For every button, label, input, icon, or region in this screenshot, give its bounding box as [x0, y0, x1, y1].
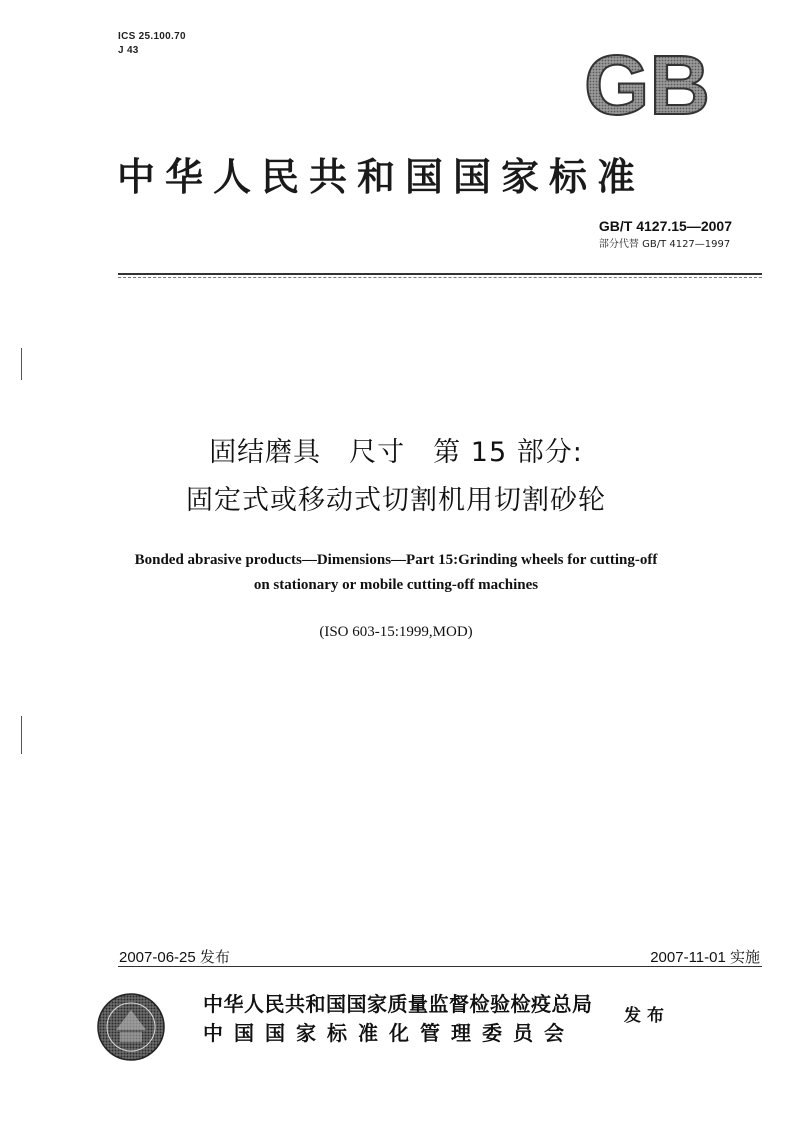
gb-logo-text: GB	[584, 44, 710, 122]
publish-label: 发布	[624, 1006, 670, 1026]
national-standard-heading: 中华人民共和国国家标准	[117, 155, 646, 199]
issuer-aqsiq: 中华人民共和国国家质量监督检验检疫总局	[203, 992, 593, 1016]
standard-code: GB/T 4127.15—2007	[598, 218, 732, 234]
chinese-title-line1: 固结磨具 尺寸 第 15 部分:	[209, 437, 583, 468]
issue-date: 2007-06-25 发布	[119, 949, 230, 966]
iso-reference: (ISO 603-15:1999,MOD)	[319, 624, 473, 640]
header-divider-dashed	[118, 277, 762, 278]
implementation-date: 2007-11-01 实施	[650, 949, 760, 966]
ics-number: ICS 25.100.70	[118, 31, 186, 42]
ccs-number: J 43	[118, 45, 139, 56]
chinese-title-line2: 固定式或移动式切割机用切割砂轮	[186, 485, 606, 516]
scan-mark	[21, 716, 22, 754]
seal-emblem-icon	[96, 992, 166, 1062]
header-divider	[118, 273, 762, 275]
footer-divider	[118, 966, 762, 967]
english-title-line2: on stationary or mobile cutting-off machines	[253, 577, 539, 593]
english-title-line1: Bonded abrasive products—Dimensions—Part 15:Grinding wheels for cutting-off	[134, 552, 658, 568]
scan-mark	[21, 348, 22, 380]
replaces-note: 部分代替 GB/T 4127—1997	[598, 239, 731, 250]
standard-number-block	[599, 218, 732, 250]
gb-logo	[565, 44, 730, 122]
ics-code-block	[118, 30, 186, 58]
issuer-sac: 中国国家标准化管理委员会	[203, 1021, 575, 1045]
